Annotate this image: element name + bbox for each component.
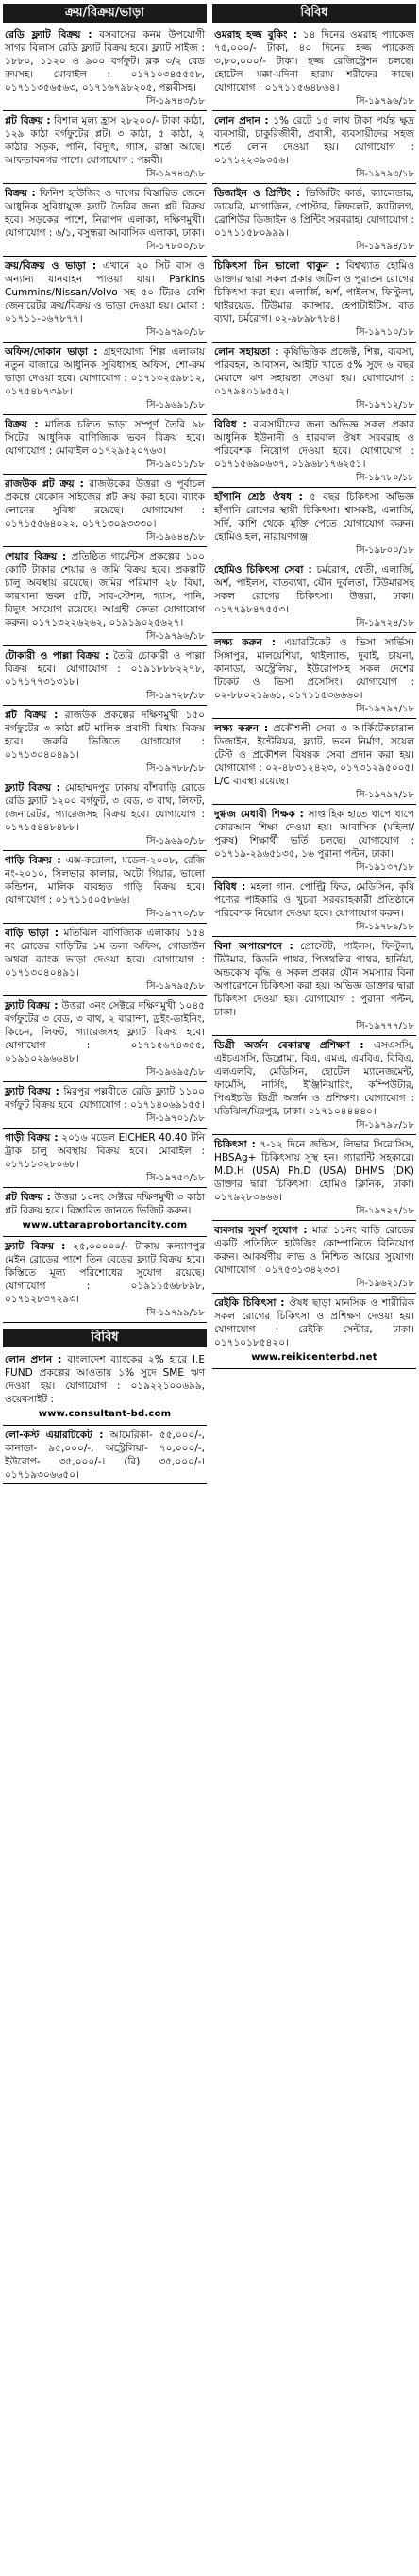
ad-text <box>5 1429 205 1481</box>
section-header-misc-left: বিবিধ <box>3 1329 207 1347</box>
classified-ad <box>212 415 416 488</box>
classified-ad <box>3 343 207 415</box>
ad-reference-code: সি-১৯৭৯৩/১৮ <box>356 169 414 179</box>
ad-text <box>214 1224 414 1277</box>
classified-ad <box>212 937 416 1036</box>
ad-body: এক্স-করোলা, মডেল-২০০৮, রেজি নং-২০১০, সিলভার কালার, অটো গিয়ার, ভালো কন্ডিশন, মালিক ব্যবহৃত গাড়ি বিক্রয় হবে। যোগাযোগ : ০১৭১১৫০৫৮৬৬। <box>5 855 205 906</box>
ad-text <box>214 563 414 616</box>
classified-ad <box>3 184 207 257</box>
ad-title: গাড়ি বিক্রয় : <box>5 855 61 866</box>
ad-text <box>5 854 205 907</box>
ad-text <box>5 187 205 240</box>
ad-body: মহলা গান, পোল্ট্রি ফিড, মেডিসিন, কৃষি পণ্যের পাইকারি ও খুচরা সরবরাহকারী প্রতিষ্ঠানে পরিবেশক নিয়োগ দেওয়া হবে। যোগাযোগ করুন। <box>214 881 415 919</box>
ad-body: ১৪ দিনের ওমরাহ প্যাকেজ ৭৫,০০০/- টাকা, ৪০ দিনের হজ্জ প্যাকেজ ৩,৮০,০০০/- টাকা। হজ্জ রেজিস্ট্রেশন চলছে। হোটেল মক্কা-মদিনা হারাম শরীফের কাছে। যোগাযোগ : ০১৭১১৫৬৪৮৬৪। <box>214 29 414 93</box>
classified-ad <box>212 488 416 560</box>
ad-body: প্রতিষ্ঠিত গার্মেন্টস প্রকল্পের ১০০ কোটি টাকার শেয়ার ও জমি বিক্রয় হবে। প্রকল্পটি চালু অবস্থায় রয়েছে। জমির পরিমাণ ২৮ বিঘা, কারখানা ভবন ৫টি, সাব-স্টেশন, গ্যাস, পানি, বিদ্যুৎ সংযোগ রয়েছে। আগ্রহী ক্রেতা যোগাযোগ করুন। ০১৭১৩২২৬২৬২, ০১৯১৯০২৫৬২৭। <box>5 551 205 628</box>
classified-ad <box>212 25 416 111</box>
ad-text <box>5 781 205 834</box>
ad-body: কৃষিভিত্তিক প্রজেক্ট, শিল্প, ব্যবসা, পরিবহন, আবাসন, আইটি খাতে ৫% সুদে ৬ বছর মেয়াদে ঋণ সহায়তা দেওয়া হয়। যোগাযোগ : ০১৭৯৪০১৬৫৫২। <box>214 346 415 397</box>
ad-text <box>5 1240 205 1306</box>
ad-reference-code: সি-১৯৭৯০/১৮ <box>146 327 205 338</box>
ad-reference-code: সি-১৯৭৯৬/১৮ <box>146 631 205 642</box>
ad-reference-code: সি-১৯৮০০/১৮ <box>356 545 414 556</box>
ad-body: মোহাম্মদপুর ঢাকায় বাঁশবাড়ি রোডে রেডি ফ্ল্যাট ১২০০ বর্গফুট, ৩ বেড, ৩ বাথ, লিফট, জেনারেটর, গ্যারেজসহ বিক্রয় হবে। যোগাযোগ : ০১৭১৫৪৪৮৪৮৮। <box>5 782 205 833</box>
ad-body: এয়ারটিকেট ও ভিসা সার্ভিস। সিঙ্গাপুর, মালয়েশিয়া, থাইল্যান্ড, দুবাই, চায়না, কানাডা, অস্ট্রেলিয়া, ইউরোপসহ সকল দেশের টিকেট ও ভিসা প্রসেসিং। যোগাযোগ : ০২-৮৮০২১৯৬১, ০১৭১১৫৩৬৬৬০। <box>214 637 414 701</box>
ad-reference-code: সি-১৯৬৯১/১৮ <box>146 400 205 410</box>
ad-title: রাজউক প্লট ক্রয় : <box>5 478 84 490</box>
classified-ad <box>212 1036 416 1135</box>
buy-sell-rent-ads <box>3 25 207 1323</box>
ad-reference-code: সি-১৯৬৪৪/১৮ <box>146 532 205 543</box>
section-header-buy-sell-rent: ক্রয়/বিক্রয়/ভাড়া <box>3 4 207 23</box>
classified-ad <box>212 719 416 805</box>
ad-reference-code: সি-১৯৭৮০/১৮ <box>356 473 414 483</box>
ad-title: লোন প্রদান : <box>5 1354 62 1365</box>
ad-website-link[interactable]: www.reikicenterbd.net <box>251 1352 377 1363</box>
ad-text <box>214 880 414 920</box>
ad-body: এখানে ২০ সিট বাস ও অন্যান্য যানবাহন পাওয়া যায়। Parkins Cummins/Nissan/Volvo সহ ৫০ টিরও বেশি জেনারেটর ক্রয়/বিক্রয় ও ভাড়া দেওয়া হয়। মোবা : ০১৭১১-০৬৭৮৭৭। <box>5 260 205 325</box>
ad-body: বিশাল মূল্য হ্রাস ২৮২০০/- টাকা কাঠা, ১২৯ কাঠা বর্গফুটের প্লট। ৩ কাঠা, ৫ কাঠা, ২ কাঠার সড়ক, পানি, বিদ্যুৎ, গ্যাস, রাস্তা আছে। আফতাবনগর পাশে। যোগাযোগ : পল্লবী। <box>5 115 205 166</box>
ad-reference-code: সি-১৯৭২৮/১৮ <box>146 691 205 701</box>
classified-ad <box>3 547 207 646</box>
classified-ad <box>212 878 416 937</box>
ad-title: টোকারী ও পাল্লা বিক্রয় : <box>5 650 109 661</box>
ad-website-link[interactable]: www.consultant-bd.com <box>38 1409 172 1419</box>
ad-title: হোমিও চিকিৎসা সেবা : <box>214 564 312 576</box>
ad-title: বিনা অপারেশনে : <box>214 941 293 952</box>
ad-body: বিশ্বখ্যাত হোমিও ডাক্তার দ্বারা সকল প্রকার জটিল ও পুরাতন রোগের চিকিৎসা করা হয়। এলার্জি, অর্শ, পাইলস, ফিস্টুলা, থাইরয়েড, টিউমার, ক্যান্সার, হেপাটাইটিস, বাত ব্যথা, চর্মরোগ। ০২-৯৮৯৮৭৮৪। <box>214 260 414 325</box>
ad-text <box>214 1039 414 1118</box>
ad-body: মালিক চলিত ভাড়া সম্পূর্ণ তৈরি ৯৮ সিটের আধুনিক বাণিজ্যিক ভবন বিক্রয় হবে। যোগাযোগ : মোবাইল ০১৭২৯৫২০৭৬৩। <box>5 419 205 457</box>
ad-reference-code: সি-১৯৭২৭/১৮ <box>356 1206 414 1216</box>
ad-title: ক্রয়/বিক্রয় ও ভাড়া : <box>5 260 97 272</box>
ad-text <box>214 259 414 326</box>
ad-title: লক্ষ্য করুন : <box>214 723 269 734</box>
ad-text <box>5 1085 205 1112</box>
ad-body: রাজউক প্রকল্পের দক্ষিণমুখী ১৫০ বর্গফুটের ৩ কাঠা প্লট মালিক প্রবাসী বিধায় বিক্রয় হবে। জরুরি ভিত্তিতে যোগাযোগ : ০১৭১৩০৪০৪৯১। <box>5 710 205 761</box>
ad-website-link[interactable]: www.uttaraprobortancity.com <box>22 1220 188 1230</box>
ad-reference-code: সি-১৯৭১২/১৮ <box>356 400 414 410</box>
ad-title: প্লট বিক্রয় : <box>5 115 51 126</box>
ad-body: উত্তরা ৩নং সেক্টরে দক্ষিণমুখী ১০৪৫ বর্গফুটের ৩ বেড, ৩ বাথ, ২ বারান্দা, ড্রইং-ডাইনিং, কিচেন, লিফট, গ্যারেজসহ ফ্ল্যাট বিক্রয় হবে। যোগাযোগ : ০১৭১৫৬৭৪৩৫৫, ০১৯১০২৯৬৬৪৮। <box>5 1000 206 1064</box>
ad-text <box>5 999 205 1065</box>
ad-title: বিক্রয় : <box>5 419 39 430</box>
ad-text <box>214 636 414 702</box>
ad-title: শেয়ার বিক্রয় : <box>5 551 67 562</box>
classified-ad <box>3 1129 207 1188</box>
ad-title: ফ্ল্যাট বিক্রয় : <box>5 782 60 794</box>
ad-title: লোন প্রদান : <box>214 115 269 126</box>
ad-text <box>214 940 414 1019</box>
classified-ad <box>3 646 207 706</box>
ad-body: মিরপুর পল্লবীতে রেডি ফ্ল্যাট ১১০০ বর্গফুট বিক্রয় হবে। যোগাযোগ : ০১৭১৪০৬৯১৫৫। <box>5 1086 205 1111</box>
misc-ads-left <box>3 1350 207 1484</box>
ad-title: লোন সহায়তা : <box>214 346 279 358</box>
classified-ad <box>3 924 207 996</box>
ad-reference-code: সি-১৯৭১০/১৮ <box>356 327 414 338</box>
ad-text <box>214 1138 414 1204</box>
ad-reference-code: সি-১৯৭৯৯/১৮ <box>146 1308 205 1318</box>
ad-text <box>214 114 414 167</box>
ad-body: ব্যবসায়ীদের জন্য অভিজ্ঞ সকল প্রকার আধুনিক ইউনানী ও হারবাল ঔষধ সরবরাহ ও পরিবেশক নিয়োগ দেওয়া হবে। যোগাযোগ : ০১৭১৫৬৯০৬৩৭, ০১৯৬৮১৭৬২৫১। <box>214 419 414 470</box>
classified-ad <box>3 1082 207 1129</box>
ad-body: ২৫,০০০০০/- টাকায় কল্যাণপুর মেইন রোডের পাশে তিন বেডের ফ্ল্যাট বিক্রয় হবে। কিস্তিতে মূল্য পরিশোধের সুযোগ রয়েছে। যোগাযোগ : ০১৯১১৫৬৮৮৯৮, ০১৭১২৮৩৭২৯৩। <box>5 1241 205 1305</box>
ad-reference-code: সি-১৯৭৮৮/১৮ <box>146 763 205 774</box>
classified-ad <box>212 805 416 878</box>
classified-ad <box>3 1350 207 1426</box>
classified-ad <box>212 111 416 184</box>
ad-body: রাজউকের উত্তরা ও পূর্বাচল প্রকল্পে যেকোন সাইজের প্লট ক্রয় করা হবে। ব্যাংক লোনের সুবিধা রয়েছে। যোগাযোগ : ০১৭১৫৫৬৪০২২, ০১৭১৩০৯৩৩৩০। <box>5 478 205 529</box>
ad-text <box>5 649 205 689</box>
ad-title: বিক্রয় : <box>5 188 36 199</box>
ad-reference-code: সি-১৯৭৪৩/১৮ <box>146 169 205 179</box>
classified-ad <box>212 1135 416 1221</box>
ad-body: উত্তরা ১০নং সেক্টরে দক্ষিণমুখী ৩ কাঠা প্লট বিক্রয় হবে। বিস্তারিত জানতে ভিজিট করুন। <box>5 1192 205 1216</box>
ad-body: প্রোস্টেট, পাইলস, ফিস্টুলা, টিউমার, কিডনি পাথর, পিত্তথলির পাথর, হার্নিয়া, অন্ডকোষ বৃদ্ধি ও সকল প্রকার যৌন সমস্যার বিনা অপারেশনে চিকিৎসা করা হয়। অভিজ্ঞ ডাক্তার দ্বারা চিকিৎসা দেওয়া হয়। যোগাযোগ : পুরানা পল্টন, ঢাকা। <box>214 941 414 1018</box>
section-header-misc: বিবিধ <box>212 4 416 23</box>
ad-reference-code: সি-১৯৬২১/১৮ <box>356 1279 414 1289</box>
classified-ad <box>3 851 207 924</box>
ad-text <box>214 808 414 861</box>
classified-ad <box>3 111 207 184</box>
classified-ad <box>212 633 416 719</box>
ad-body: ৫ বছর চিকিৎসা অভিজ্ঞ হাঁপানি রোগের স্থায়ী চিকিৎসা। শ্বাসকষ্ট, এলার্জি, সর্দি, কাশি থেকে মুক্তি পেতে যোগাযোগ করুন। হোমিও হল, নারায়ণগঞ্জ। <box>214 492 414 543</box>
ad-text <box>5 550 205 629</box>
classified-ad <box>3 257 207 343</box>
ad-body: আমেরিকা- ৫৫,০০০/-, কানাডা- ৯৫,০০০/-, অস্ট্রেলিয়া- ৭০,০০০/-, ইউরোপ- ৩৫,০০০/-। (রি) ৩৫,০০০/-। ০১৭১৯৩০৬৬৫০। <box>5 1430 205 1480</box>
ad-text <box>5 477 205 530</box>
classified-ad <box>3 1188 207 1237</box>
ad-text <box>5 709 205 761</box>
ad-text <box>214 418 414 471</box>
left-column <box>3 4 207 2572</box>
ad-text <box>5 1131 205 1171</box>
ad-title: বিবিধ : <box>214 881 246 893</box>
ad-title: বিবিধ : <box>214 419 247 430</box>
ad-title: চিকিৎসা : <box>214 1139 256 1150</box>
ad-title: ফ্ল্যাট বিক্রয় : <box>5 1241 66 1252</box>
ad-title: চিকিৎসা চিন ভালো থাকুন : <box>214 260 340 272</box>
ad-body: ১% রেটে ১৫ লাখ টাকা পর্যন্ত ক্ষুদ্র ব্যবসায়ী, চাকুরিজীবী, প্রবাসী, ব্যবসায়ীদের সহজ শর্তে লোন দেওয়া হয়। যোগাযোগ : ০১৭১২২৩৯৩৫৬। <box>214 115 414 166</box>
ad-text <box>214 722 414 788</box>
ad-reference-code: সি-১৯৭৭৭/১৮ <box>356 1021 414 1031</box>
ad-body: গ্রহণযোগ্য শিল্প এলাকায় নতুন বাজারে আধুনিক সুবিধাসহ অফিস, শো-রুম ভাড়া দেওয়া হবে। যোগাযোগ : ০১৭১৩২৫৯৮১২, ০১৭৫৪৮৭৩৯৮। <box>5 346 205 397</box>
ad-body: মতিঝিল বাণিজ্যিক এলাকায় ১৫৪ নং রোডের বাড়িটির ১ম তলা অফিস, গোডাউন অথবা ব্যাংক ভাড়া দেওয়া হবে। যোগাযোগ : ০১৭১৩০৪০৪৯১। <box>5 928 206 979</box>
ad-reference-code: সি-১৯৭২৪/১৮ <box>356 618 414 628</box>
ad-body: ঔষধ ছাড়া মানসিক ও শারীরিক সকল রোগের চিকিৎসা ও প্রশিক্ষণ দেওয়া হয়। যোগাযোগ : রেইকি সেন্টার, ঢাকা। ০১৭১০১৮৫৪২০। <box>214 1297 414 1348</box>
ad-reference-code: সি-১৯৬৯০/১৮ <box>146 836 205 846</box>
ad-text <box>214 345 414 398</box>
ad-reference-code: সি-১৯৭৯৭/১৮ <box>356 790 414 800</box>
ad-reference-code: সি-১৯৭৯৫/১৮ <box>146 981 205 992</box>
ad-reference-code: সি-১৯৭৪৩/১৮ <box>146 96 205 107</box>
ad-reference-code: সি-১৯০১১/১৮ <box>146 460 205 470</box>
ad-body: ২০১৬ মডেল EICHER 40.40 টনি ট্রাক চালু অবস্থায় বিক্রয় হবে। মোবাইল : ০১৭১১৩২৮০৬৮। <box>5 1132 206 1170</box>
ad-body: ৭-১২ দিনে জন্ডিস, লিভার সিরোসিস, HBSAg+ চিকিৎসায় সুস্থ হন। গ্যারান্টি সহকারে। M.D.H (USA) Ph.D (USA) DHMS (DK) ডাক্তার দ্বারা চিকিৎসা। হোমিও ক্লিনিক, ঢাকা। ০১৭৯২৮৩৬৬৬। <box>214 1139 415 1203</box>
classified-ad <box>3 475 207 547</box>
ad-title: ফ্ল্যাট বিক্রয় : <box>5 1000 59 1012</box>
ad-text <box>5 927 205 979</box>
classified-ad <box>212 1221 416 1294</box>
ad-reference-code: সি-১৯৭৯৭/১৮ <box>356 704 414 714</box>
classified-ad <box>212 257 416 343</box>
ad-title: ডিগ্রী অর্জন বেকারত্ব প্রশিক্ষণ : <box>214 1040 364 1051</box>
classified-ad <box>3 25 207 111</box>
right-column <box>212 4 416 2572</box>
ad-title: হাঁপানি শ্রেষ্ঠ ঔষধ : <box>214 492 303 503</box>
classified-ad <box>212 343 416 415</box>
ad-body: এসএসসি, এইচএসসি, ডিপ্লোমা, বিএ, এমএ, এমবিএ, বিবিএ, এলএলবি, মেডিসিন, হোটেল ম্যানেজমেন্ট, ফার্মেসি, নার্সিং, ইঞ্জিনিয়ারিং, কম্পিউটার, পিএইচডি ডিগ্রী অর্জন ও প্রশিক্ষণ। যোগাযোগ : মতিঝিল/মিরপুর, ঢাকা। ০১৭১০৪৪৪৪০। <box>214 1040 414 1117</box>
classified-ad <box>3 706 207 778</box>
ad-reference-code: সি-১৯৭৭০/১৮ <box>146 909 205 919</box>
ad-text <box>214 28 414 94</box>
ad-body: ফিনিশ হাউজিং ও দাগের বিস্তারিত জেনে আধুনিক সুবিধাযুক্ত ফ্ল্যাট তৈরির জন্য প্লট বিক্রয় হবে। সড়কের পাশে, নিরাপদ এলাকা, দক্ষিণমুখী। যোগাযোগ : ৬/১, বসুন্ধরা আবাসিক এলাকা, ঢাকা। <box>5 188 206 239</box>
ad-text <box>5 114 205 167</box>
ad-body: তৈরি চোকারী ও পাল্লা বিক্রয় হবে। যোগাযোগ : ০১৯১৮৮৮২২৭৮, ০১৭১৭৭৩১৩১৮। <box>5 650 205 688</box>
ad-reference-code: সি-১৯৭০১/১৮ <box>146 1113 205 1124</box>
ad-title: দুগ্ধজ মেধাবী শিক্ষক : <box>214 809 304 820</box>
ad-title: ফ্ল্যাট বিক্রয় : <box>5 1086 59 1097</box>
ad-text <box>5 345 205 398</box>
classified-ad <box>212 184 416 257</box>
classified-ad <box>3 996 207 1082</box>
ad-text <box>5 259 205 326</box>
ad-title: প্লট বিক্রয় : <box>5 1192 51 1203</box>
classified-ad <box>3 415 207 475</box>
ad-text <box>5 1353 205 1406</box>
ad-title: অফিস/দোকান ভাড়া : <box>5 346 98 358</box>
misc-ads <box>212 25 416 1369</box>
ad-body: চর্মরোগ, শ্বেতী, এলার্জি, অর্শ, পাইলস, বাতব্যথা, যৌন দুর্বলতা, টিউমারসহ সকল রোগের চিকিৎসা। উত্তরা, ঢাকা। ০১৭৭৯৮৪৭৫৫৩। <box>214 564 414 615</box>
classified-ad <box>3 1237 207 1323</box>
ad-title: রেইকি চিকিৎসা : <box>214 1297 285 1309</box>
ad-title: লো-কস্ট এয়ারটিকেট : <box>5 1430 104 1441</box>
ad-reference-code: সি-১৯৭৯৬/১৮ <box>356 96 414 107</box>
ad-title: প্লট বিক্রয় : <box>5 710 59 721</box>
ad-body: প্রকৌশলী সেবা ও আর্কিটেকচারাল ডিজাইন, ইন্টেরিয়র, ফ্ল্যাট, ভবন নির্মাণ, সয়েল টেস্ট ও প্রকৌশল বিষয়ক সেবা প্রদান করা হয়। যোগাযোগ : ০২-৪৮৩১২৪২৩, ০১৭৩১২৯৫০০৫। L/C ব্যবস্থা রয়েছে। <box>214 723 415 787</box>
ad-body: বাংলাদেশ ব্যাংকের ২% হারে I.E FUND প্রকল্পের আওতায় ১% সুদে SME ঋণ দেওয়া হয়। যোগাযোগ : ০১৯২২১০০৬৯৯, ওয়েবসাইট : <box>5 1354 205 1405</box>
ad-reference-code: সি-১৯১৩৭/১৮ <box>356 862 414 873</box>
ad-title: ওমরাহ হজ্জ বুকিং : <box>214 29 297 41</box>
ad-text <box>5 1191 205 1217</box>
ad-reference-code: সি-১৯৭৮৯/১৮ <box>356 922 414 932</box>
ad-title: গাড়ী বিক্রয় : <box>5 1132 59 1144</box>
ad-title: লক্ষ্য করুন : <box>214 637 276 648</box>
ad-reference-code: সি-১৯৭৯৪/১৮ <box>356 242 414 252</box>
ad-reference-code: সি-১৯৭৫০/১৮ <box>146 1173 205 1183</box>
classified-ad <box>3 778 207 851</box>
ad-body: ভিজিটিং কার্ড, ক্যালেন্ডার, ডায়েরি, ম্যাগাজিন, পোস্টার, লিফলেট, ক্যাটালগ, ব্রোশিউর ডিজাইন ও প্রিন্টিং সরবরাহ। যোগাযোগ : ০১৭১১৫৮০৯৯৯। <box>214 188 415 239</box>
ad-title: রেডি ফ্ল্যাট বিক্রয় : <box>5 29 92 41</box>
classified-ad <box>212 1294 416 1369</box>
ad-reference-code: সি-১৯৭৯৮/১৮ <box>356 1120 414 1130</box>
ad-text <box>214 187 414 240</box>
ad-body: সাপ্তাহিক হাতে ধাপে ধাপে কোরআন শিক্ষা দেওয়া হয়। আবাসিক (মহিলা/পুরুষ) শিক্ষার্থী ভর্তি চলছে। যোগাযোগ : ০১৭১৯-২৯৬৫১৩৫, ১৬ পুরানা পল্টন, ঢাকা। <box>214 809 415 860</box>
classified-ad <box>212 560 416 633</box>
ad-text <box>214 491 414 544</box>
ad-body: বসবাসের কনম উপযোগী সাগর বিলাস রেডি ফ্ল্যাট বিক্রয় হবে। ফ্ল্যাট সাইজ : ১৮৮০, ১১২০ ও ৯০০ বর্গফুট। ব্লক ৩/২ বেড রুমসহ। মোবাইল : ০১৭১০৩৪৫৫৫৮, ০১৭১১৩৫৬৫৬৩, ০১৭১৬৭৯৮২০৫, পল্লবীসহ। <box>5 29 205 93</box>
classified-ad <box>3 1426 207 1484</box>
ad-text <box>5 418 205 458</box>
ad-reference-code: সি-১৯৬৯৫/১৮ <box>146 1067 205 1078</box>
ad-body: মাত্র ১১নং বাড়ি রোডের একটি প্রতিষ্ঠিত হাউজিং কোম্পানিতে বিনিয়োগ করুন। আকর্ষণীয় লাভ ও নিশ্চিত আয়ের সুযোগ। যোগাযোগ : ০১৭৫৩১৩৪২৩৩। <box>214 1225 414 1276</box>
ad-title: বাড়ি ভাড়া : <box>5 928 59 939</box>
ad-title: ডিজাইন ও প্রিন্টিং : <box>214 188 301 199</box>
ad-text <box>5 28 205 94</box>
ad-title: ব্যবসার সুবর্ণ সুযোগ : <box>214 1225 308 1236</box>
ad-text <box>214 1296 414 1349</box>
ad-reference-code: সি-১৭৮০০/১৮ <box>146 242 205 252</box>
